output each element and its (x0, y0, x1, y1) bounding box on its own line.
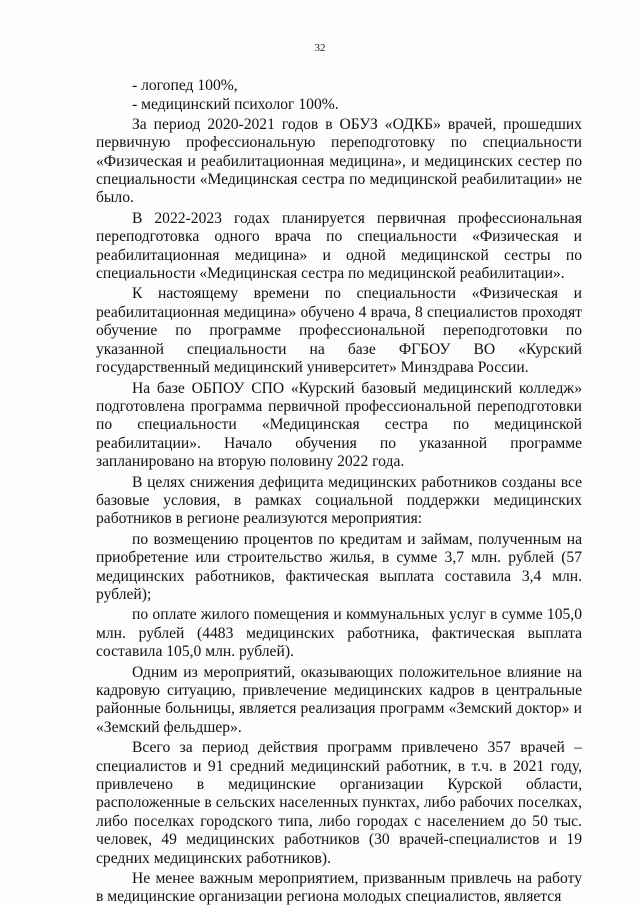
list-item-medical-psychologist: - медицинский психолог 100%. (132, 96, 339, 114)
scan-artifact-mark (540, 874, 548, 882)
paragraph-2020-2021-retraining: За период 2020-2021 годов в ОБУЗ «ОДКБ» врачей, прошедших первичную профессиональную переподготовку по специальности «Физическая и реабилитационная медицина», и медицинских сестер по специальности «Медицинская сестра по медицинской реабилитации» не было. (96, 115, 582, 207)
paragraph-mortgage-compensation: по возмещению процентов по кредитам и займам, полученным на приобретение или строительство жилья, в сумме 3,7 млн. рублей (57 медицинских работников, фактическая выплата составила 3,4 млн. рублей); (96, 530, 582, 603)
document-body (96, 77, 582, 909)
paragraph-young-specialists: Не менее важным мероприятием, призванным привлечь на работу в медицинские организации региона молодых специалистов, является (96, 870, 582, 906)
paragraph-2022-2023-plans: В 2022-2023 годах планируется первичная профессиональная переподготовка одного врача по специальности «Физическая и реабилитационная медицина» и одной медицинской сестры по специальности «Медицинская сестра по медицинской реабилитации». (96, 209, 582, 283)
paragraph-social-support: В целях снижения дефицита медицинских работников созданы все базовые условия, в рамках социальной поддержки медицинских работников в регионе реализуются мероприятия: (96, 473, 582, 528)
list-item-speech-therapist: - логопед 100%, (132, 77, 238, 94)
paragraph-trained-doctors: К настоящему времени по специальности «Физическая и реабилитационная медицина» обучено 4 врача, 8 специалистов проходят обучение по программе профессиональной переподготовки по указанной специальности на базе ФГБОУ ВО «Курский государственный медицинский университет» Минздрава России. (96, 285, 582, 377)
paragraph-housing-payment: по оплате жилого помещения и коммунальных услуг в сумме 105,0 млн. рублей (4483 медицинских работника, фактическая выплата составила 105,0 млн. рублей). (96, 606, 582, 661)
paragraph-program-results: Всего за период действия программ привлечено 357 врачей – специалистов и 91 средний медицинский работник, в т.ч. в 2021 году, привлечено в медицинские организации Курской области, расположенные в сельских населенных пунктах, либо рабочих поселках, либо поселках городского типа, либо городах с населением до 50 тыс. человек, 49 медицинских работников (30 врачей-специалистов и 19 средних медицинских работников). (96, 739, 582, 867)
paragraph-zemsky-programs: Одним из мероприятий, оказывающих положительное влияние на кадровую ситуацию, привлечение медицинских кадров в центральные районные больницы, является реализация программ «Земский доктор» и «Земский фельдшер». (96, 663, 582, 736)
paragraph-college-program: На базе ОБПОУ СПО «Курский базовый медицинский колледж» подготовлена программа первичной профессиональной переподготовки по специальности «Медицинская сестра по медицинской реабилитации». Начало обучения по указанной программе запланировано на вторую половину 2022 года. (96, 379, 582, 471)
page-number: 32 (314, 42, 326, 54)
